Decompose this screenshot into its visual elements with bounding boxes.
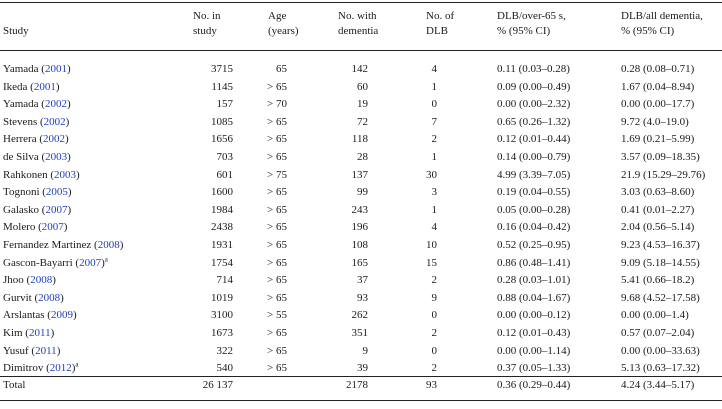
age-cell: > 75	[267, 168, 287, 181]
n-in-study-cell: 703	[216, 150, 233, 163]
study-cell: de Silva (2003)	[3, 150, 71, 163]
dlb-over65-cell: 0.00 (0.00–1.14)	[497, 344, 571, 357]
dlb-over65-cell: 0.00 (0.00–0.12)	[497, 309, 571, 322]
dlb-cell: 1	[431, 80, 437, 93]
dementia-cell: 39	[357, 362, 368, 375]
n-in-study-cell: 540	[216, 362, 233, 375]
dlb-over65-cell: 0.00 (0.00–2.32)	[497, 98, 571, 111]
dlb-cell: 1	[431, 203, 437, 216]
table-row	[0, 149, 722, 167]
n-in-study-cell: 1656	[211, 133, 233, 146]
n-in-study-cell: 1984	[211, 203, 233, 216]
dlb-all-dementia-cell: 9.72 (4.0–19.0)	[621, 115, 689, 128]
header-age: Age (years)	[268, 10, 299, 37]
dlb-all-dementia-cell: 0.00 (0.00–33.63)	[621, 344, 700, 357]
study-year-link[interactable]: 2001	[33, 80, 56, 93]
study-year-link[interactable]: 2002	[44, 98, 67, 111]
study-year-link[interactable]: 2001	[44, 63, 67, 75]
dementia-cell: 60	[357, 80, 368, 93]
table-body	[0, 61, 722, 391]
age-cell: 65	[276, 63, 287, 75]
dlb-all-dementia-cell: 9.23 (4.53–16.37)	[621, 238, 700, 251]
footnote-mark: a	[104, 254, 108, 263]
study-cell: Tognoni (2005)	[3, 186, 72, 199]
age-cell: > 65	[267, 362, 287, 375]
table-row	[0, 343, 722, 361]
table-header	[0, 0, 722, 50]
total-dementia: 2178	[346, 379, 368, 391]
study-cell: Kim (2011)	[3, 326, 55, 339]
table-row	[0, 219, 722, 237]
table-row	[0, 307, 722, 325]
study-cell: Galasko (2007)	[3, 203, 72, 216]
study-cell: Fernandez Martinez (2008)	[3, 238, 124, 251]
age-cell: > 65	[267, 291, 287, 304]
study-year-link[interactable]: 2011	[35, 344, 57, 357]
dementia-cell: 28	[357, 150, 368, 163]
dlb-cell: 9	[431, 291, 437, 304]
age-cell: > 65	[267, 326, 287, 339]
table-bottom-rule	[0, 400, 722, 401]
study-cell: Yusuf (2011)	[3, 344, 61, 357]
header-study: Study	[3, 25, 29, 37]
header-dlb-over-65: DLB/over-65 s, % (95% CI)	[497, 10, 566, 37]
dlb-all-dementia-cell: 0.41 (0.01–2.27)	[621, 203, 695, 216]
study-cell: Jhoo (2008)	[3, 274, 56, 287]
n-in-study-cell: 1931	[211, 238, 233, 251]
dlb-cell: 2	[431, 362, 437, 375]
study-year-link[interactable]: 2012	[49, 362, 72, 375]
dlb-over65-cell: 0.12 (0.01–0.43)	[497, 326, 571, 339]
total-n-in-study: 26 137	[202, 379, 233, 391]
dlb-all-dementia-cell: 3.03 (0.63–8.60)	[621, 186, 695, 199]
dlb-over65-cell: 0.52 (0.25–0.95)	[497, 238, 571, 251]
study-cell: Arslantas (2009)	[3, 309, 77, 322]
dlb-cell: 3	[431, 186, 437, 199]
dlb-over65-cell: 0.14 (0.00–0.79)	[497, 150, 571, 163]
dlb-cell: 30	[426, 168, 437, 181]
table-row	[0, 325, 722, 343]
n-in-study-cell: 3100	[211, 309, 233, 322]
total-rule	[0, 376, 722, 377]
dlb-over65-cell: 0.86 (0.48–1.41)	[497, 256, 571, 269]
study-year-link[interactable]: 2002	[43, 115, 66, 128]
age-cell: > 65	[267, 80, 287, 93]
dementia-cell: 108	[351, 238, 368, 251]
table-row	[0, 96, 722, 114]
study-year-link[interactable]: 2003	[45, 150, 68, 163]
study-year-link[interactable]: 2008	[97, 238, 120, 251]
n-in-study-cell: 1145	[211, 80, 233, 93]
table-row	[0, 61, 722, 79]
study-cell: Ikeda (2001)	[3, 80, 60, 93]
study-cell: Dimitrov $(2012)^a$	[3, 360, 79, 375]
n-in-study-cell: 3715	[211, 63, 233, 75]
dementia-cell: 9	[362, 344, 368, 357]
dlb-cell: 7	[431, 115, 437, 128]
n-in-study-cell: 2438	[211, 221, 233, 234]
table-row	[0, 167, 722, 185]
dlb-cell: 4	[431, 63, 437, 75]
dlb-all-dementia-cell: 1.69 (0.21–5.99)	[621, 133, 695, 146]
dlb-cell: 2	[431, 326, 437, 339]
n-in-study-cell: 1085	[211, 115, 233, 128]
age-cell: > 70	[267, 98, 287, 111]
dlb-all-dementia-cell: 1.67 (0.04–8.94)	[621, 80, 695, 93]
dementia-cell: 165	[351, 256, 368, 269]
dlb-over65-cell: 0.88 (0.04–1.67)	[497, 291, 571, 304]
table-row	[0, 290, 722, 308]
dementia-cell: 243	[351, 203, 368, 216]
dlb-all-dementia-cell: 5.13 (0.63–17.32)	[621, 362, 700, 375]
footnote-mark: a	[75, 360, 79, 369]
study-year-link[interactable]: 2011	[28, 326, 51, 339]
dlb-all-dementia-cell: 0.00 (0.00–17.7)	[621, 98, 695, 111]
dlb-all-dementia-cell: 0.28 (0.08–0.71)	[621, 63, 695, 75]
table-row	[0, 114, 722, 132]
dlb-all-dementia-cell: 0.00 (0.00–1.4)	[621, 309, 689, 322]
dementia-cell: 118	[351, 133, 368, 146]
age-cell: > 65	[267, 221, 287, 234]
n-in-study-cell: 157	[216, 98, 233, 111]
age-cell: > 65	[267, 256, 287, 269]
dlb-over65-cell: 0.16 (0.04–0.42)	[497, 221, 571, 234]
dementia-cell: 351	[351, 326, 368, 339]
study-year-link[interactable]: 2008	[30, 274, 53, 287]
age-cell: > 65	[267, 203, 287, 216]
age-cell: > 65	[267, 274, 287, 287]
table-row	[0, 237, 722, 255]
dlb-all-dementia-cell: 5.41 (0.66–18.2)	[621, 274, 695, 287]
dementia-cell: 137	[351, 168, 368, 181]
study-cell: Yamada (2001)	[3, 63, 71, 75]
study-year-link[interactable]: 2007	[79, 256, 102, 269]
study-cell: Herrera (2002)	[3, 133, 69, 146]
total-row	[0, 377, 722, 395]
study-year-link[interactable]: 2009	[50, 309, 73, 322]
dlb-over65-cell: 0.65 (0.26–1.32)	[497, 115, 571, 128]
dlb-all-dementia-cell: 0.57 (0.07–2.04)	[621, 326, 695, 339]
n-in-study-cell: 1673	[211, 326, 233, 339]
dlb-all-dementia-cell: 9.68 (4.52–17.58)	[621, 291, 700, 304]
dlb-all-dementia-cell: 9.09 (5.18–14.55)	[621, 256, 700, 269]
table-row	[0, 184, 722, 202]
dementia-cell: 142	[351, 63, 368, 75]
table-row	[0, 272, 722, 290]
header-no-of-dlb: No. of DLB	[426, 10, 455, 37]
study-cell: Molero (2007)	[3, 221, 68, 234]
age-cell: > 65	[267, 150, 287, 163]
header-dlb-all-dementia: DLB/all dementia, % (95% CI)	[621, 10, 703, 37]
total-dlb-all-dementia: 4.24 (3.44–5.17)	[621, 379, 695, 391]
dlb-cell: 10	[426, 238, 437, 251]
dlb-all-dementia-cell: 21.9 (15.29–29.76)	[621, 168, 706, 181]
study-cell: Stevens (2002)	[3, 115, 70, 128]
header-no-with-dementia: No. with dementia	[338, 10, 379, 37]
study-year-link[interactable]: 2007	[45, 203, 68, 216]
n-in-study-cell: 1754	[211, 256, 233, 269]
age-cell: > 65	[267, 238, 287, 251]
study-year-link[interactable]: 2005	[45, 186, 68, 199]
study-cell: Rahkonen (2003)	[3, 168, 80, 181]
dlb-cell: 0	[431, 98, 437, 111]
dlb-over65-cell: 0.12 (0.01–0.44)	[497, 133, 571, 146]
age-cell: > 65	[267, 186, 287, 199]
study-cell: Gascon-Bayarri $(2007)^a$	[3, 254, 108, 269]
header-rule	[0, 50, 722, 51]
study-cell: Yamada (2002)	[3, 98, 71, 111]
n-in-study-cell: 601	[216, 168, 233, 181]
dementia-cell: 262	[351, 309, 368, 322]
dementia-cell: 37	[357, 274, 368, 287]
n-in-study-cell: 714	[216, 274, 233, 287]
table-row	[0, 202, 722, 220]
table-row	[0, 79, 722, 97]
dlb-cell: 15	[426, 256, 437, 269]
dlb-cell: 4	[431, 221, 437, 234]
dlb-over65-cell: 0.28 (0.03–1.01)	[497, 274, 571, 287]
dlb-over65-cell: 0.19 (0.04–0.55)	[497, 186, 571, 199]
dlb-over65-cell: 0.05 (0.00–0.28)	[497, 203, 571, 216]
dementia-cell: 196	[351, 221, 368, 234]
total-label: Total	[3, 379, 26, 391]
dlb-over65-cell: 0.37 (0.05–1.33)	[497, 362, 571, 375]
total-dlb-over65: 0.36 (0.29–0.44)	[497, 379, 571, 391]
dementia-cell: 19	[357, 98, 368, 111]
age-cell: > 65	[267, 133, 287, 146]
study-cell: Gurvit (2008)	[3, 291, 64, 304]
dlb-all-dementia-cell: 3.57 (0.09–18.35)	[621, 150, 700, 163]
dlb-cell: 2	[431, 133, 437, 146]
header-n-in-study: No. in study	[193, 10, 221, 37]
n-in-study-cell: 322	[216, 344, 233, 357]
table-row	[0, 131, 722, 149]
total-dlb: 93	[426, 379, 437, 391]
n-in-study-cell: 1019	[211, 291, 233, 304]
study-year-link[interactable]: 2002	[43, 133, 65, 146]
dementia-cell: 99	[357, 186, 368, 199]
age-cell: > 65	[267, 115, 287, 128]
n-in-study-cell: 1600	[211, 186, 233, 199]
dlb-over65-cell: 4.99 (3.39–7.05)	[497, 168, 571, 181]
dlb-cell: 0	[431, 309, 437, 322]
dementia-cell: 72	[357, 115, 368, 128]
dlb-cell: 0	[431, 344, 437, 357]
age-cell: > 55	[267, 309, 287, 322]
table-row	[0, 255, 722, 273]
dlb-cell: 1	[431, 150, 437, 163]
dlb-over65-cell: 0.09 (0.00–0.49)	[497, 80, 571, 93]
dementia-cell: 93	[357, 291, 368, 304]
dlb-all-dementia-cell: 2.04 (0.56–5.14)	[621, 221, 695, 234]
dlb-cell: 2	[431, 274, 437, 287]
study-year-link[interactable]: 2007	[41, 221, 64, 234]
study-year-link[interactable]: 2008	[38, 291, 61, 304]
study-year-link[interactable]: 2003	[54, 168, 77, 181]
age-cell: > 65	[267, 344, 287, 357]
dlb-over65-cell: 0.11 (0.03–0.28)	[497, 63, 570, 75]
